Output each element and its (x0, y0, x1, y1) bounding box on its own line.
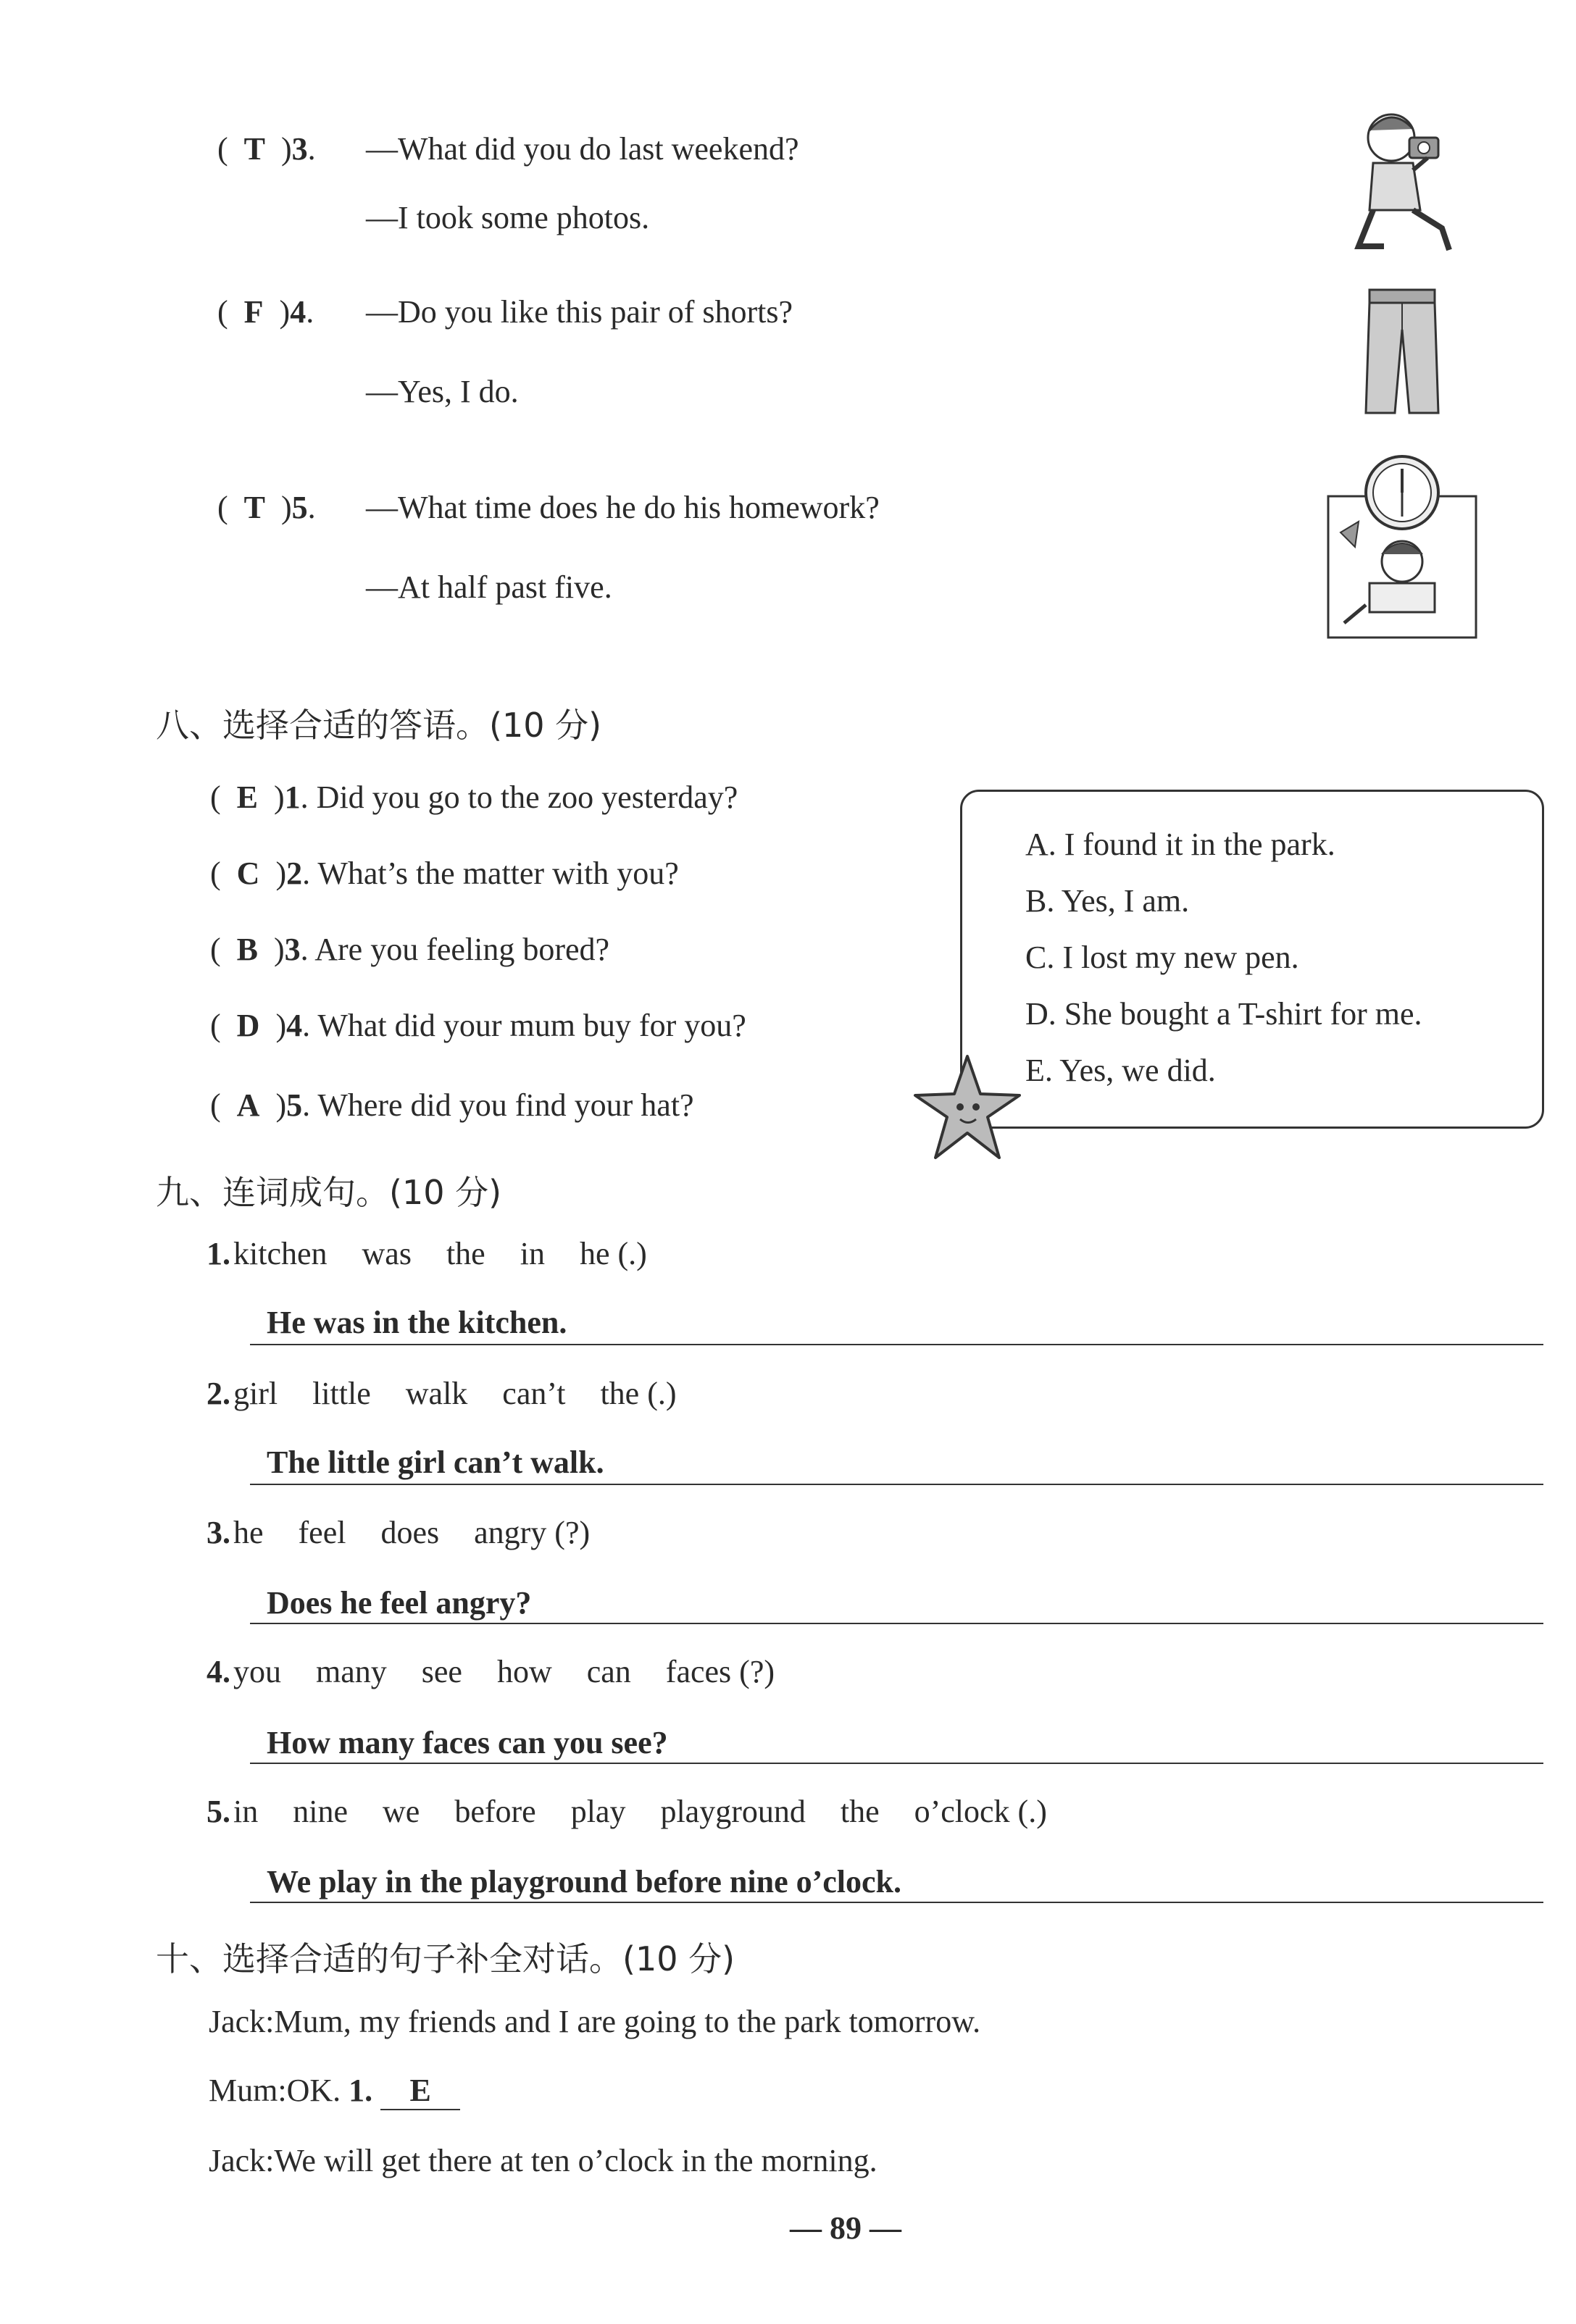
question-text: —What did you do last weekend? (366, 131, 799, 167)
answer-sentence: We play in the playground before nine o’clock. (267, 1864, 902, 1899)
word-prompt: 5.in nine we before play playground the o’clock (.) (207, 1794, 1047, 1829)
option-e: E. Yes, we did. (1025, 1053, 1216, 1088)
part9-title: 九、连词成句。(10 分) (156, 1173, 502, 1212)
option-b: B. Yes, I am. (1025, 883, 1190, 919)
part10-title: 十、选择合适的句子补全对话。(10 分) (156, 1939, 735, 1978)
dialogue-line-1: Jack:Mum, my friends and I are going to the park tomorrow. (209, 2004, 981, 2039)
word-prompt: 3.he feel does angry (?) (207, 1515, 591, 1550)
option-d: D. She bought a T-shirt for me. (1025, 996, 1422, 1032)
trousers-illustration (1362, 286, 1442, 417)
answer-paren: ( T )5. (217, 490, 316, 525)
answer-line (250, 1344, 1543, 1345)
answer-line (250, 1623, 1543, 1624)
part8-title: 八、选择合适的答语。(10 分) (156, 706, 602, 745)
answer-line (250, 1484, 1543, 1485)
option-a: A. I found it in the park. (1025, 827, 1335, 862)
option-c: C. I lost my new pen. (1025, 940, 1299, 975)
answer-line (250, 1902, 1543, 1903)
word-prompt: 4.you many see how can faces (?) (207, 1654, 775, 1689)
boy-photos-illustration (1341, 101, 1471, 261)
answer-sentence: The little girl can’t walk. (267, 1445, 604, 1480)
starfish-illustration (909, 1050, 1025, 1166)
reply-text: —Yes, I do. (366, 374, 519, 409)
answer-sentence: He was in the kitchen. (267, 1305, 567, 1340)
answer-sentence: Does he feel angry? (267, 1585, 532, 1621)
part8-question: ( C )2. What’s the matter with you? (210, 856, 679, 891)
answer-sentence: How many faces can you see? (267, 1725, 668, 1760)
dialogue-line-2: Mum:OK. 1. E (209, 2072, 460, 2110)
part8-question: ( D )4. What did your mum buy for you? (210, 1008, 746, 1043)
homework-clock-illustration (1326, 453, 1478, 641)
word-prompt: 2.girl little walk can’t the (.) (207, 1376, 677, 1411)
word-prompt: 1.kitchen was the in he (.) (207, 1236, 647, 1271)
question-text: —What time does he do his homework? (366, 490, 880, 525)
answer-line (250, 1763, 1543, 1764)
reply-text: —At half past five. (366, 569, 612, 605)
answer-paren: ( T )3. (217, 131, 316, 167)
reply-text: —I took some photos. (366, 200, 650, 235)
part8-question: ( A )5. Where did you find your hat? (210, 1087, 694, 1123)
part8-question: ( B )3. Are you feeling bored? (210, 932, 610, 967)
page-number: — 89 — (790, 2210, 901, 2246)
part8-question: ( E )1. Did you go to the zoo yesterday? (210, 779, 738, 815)
answer-paren: ( F )4. (217, 294, 314, 330)
dialogue-line-3: Jack:We will get there at ten o’clock in the morning. (209, 2143, 877, 2178)
question-text: —Do you like this pair of shorts? (366, 294, 793, 330)
blank-answer: E (380, 2072, 460, 2110)
